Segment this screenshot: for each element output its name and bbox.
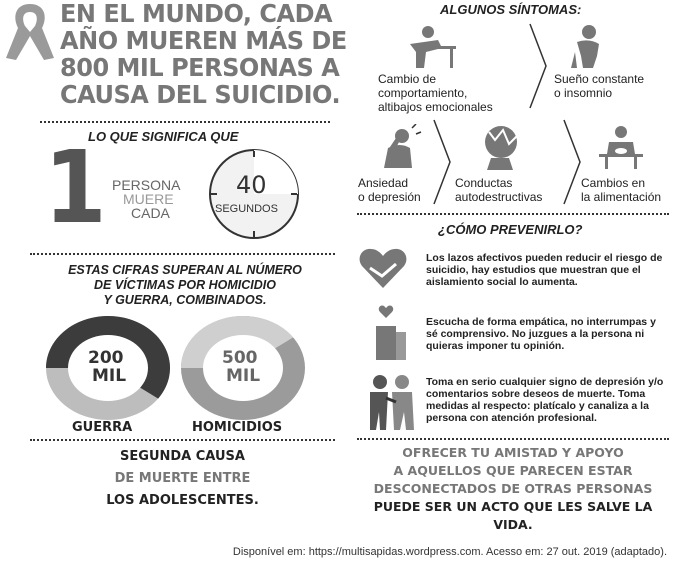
second-cause	[30, 446, 335, 512]
prevention-item-1: Los lazos afectivos pueden reducir el riesgo de suicidio, hay estudios que muestran que el aislamiento social lo aumenta.	[426, 252, 663, 288]
symptom-item-4	[455, 176, 542, 204]
second-cause-line1: SEGUNDA CAUSA	[120, 449, 245, 464]
divider	[40, 121, 330, 123]
symptom-item-2	[554, 72, 644, 100]
muere-label: MUERE	[123, 191, 174, 207]
symptom-text: Sueño constante	[554, 72, 645, 86]
headline	[60, 0, 360, 108]
closing-line3: DESCONECTADOS DE OTRAS PERSONAS	[373, 481, 653, 496]
headline-line4: CAUSA DEL SUICIDIO.	[60, 80, 341, 109]
symptom-text: la alimentación	[581, 190, 662, 204]
awareness-ribbon-icon	[2, 2, 58, 62]
chevron-right-icon	[432, 118, 452, 206]
symptom-item-1	[378, 72, 493, 114]
homicide-value-top: 500	[222, 348, 258, 368]
symptom-text: Conductas	[455, 176, 513, 190]
divider	[30, 253, 335, 255]
closing-line4: PUEDE SER UN ACTO QUE LES SALVE LA VIDA.	[373, 499, 653, 532]
homicide-label: HOMICIDIOS	[192, 420, 283, 435]
closing-message	[357, 444, 669, 534]
symptom-item-5	[581, 176, 661, 204]
headline-line3: 800 MIL PERSONAS A	[60, 53, 340, 82]
persona-label: PERSONA	[112, 177, 181, 193]
symptom-text: o insomnio	[554, 86, 613, 100]
symptom-item-3	[358, 176, 421, 204]
source-citation: Disponível em: https://multisapidas.wordpress.com. Acesso em: 27 out. 2019 (adaptado).	[232, 546, 667, 558]
comparison-title-line2: DE VÍCTIMAS POR HOMICIDIO	[94, 278, 276, 292]
prevention-title: ¿CÓMO PREVENIRLO?	[438, 222, 583, 237]
headline-line1: EN EL MUNDO, CADA	[60, 0, 333, 28]
comparison-title-line3: Y GUERRA, COMBINADOS.	[103, 293, 267, 307]
chevron-right-icon	[562, 118, 582, 206]
headline-line2: AÑO MUEREN MÁS DE	[60, 26, 347, 55]
hand-heart-icon	[372, 304, 412, 362]
big-number-one: 1	[44, 129, 107, 246]
symptom-text: comportamiento,	[378, 86, 468, 100]
meaning-title: LO QUE SIGNIFICA QUE	[88, 129, 239, 144]
prevention-item-3: Toma en serio cualquier signo de depresión y/o comentarios sobre deseos de muerte. Toma medidas al respecto: platícalo y canaliza a la persona con atención profesional.	[426, 376, 664, 424]
prevention-item-2: Escucha de forma empática, no interrumpas y sé comprensivo. No juzgues a la persona ni quieras imponer tu opinión.	[426, 316, 656, 352]
self-harm-icon	[473, 122, 529, 172]
chevron-right-icon	[528, 22, 548, 110]
war-value-top: 200	[88, 348, 124, 368]
eating-change-icon	[597, 124, 645, 170]
person-sleepless-icon	[567, 22, 611, 70]
second-cause-line2: DE MUERTE ENTRE	[114, 471, 251, 486]
war-label: GUERRA	[72, 420, 133, 435]
homicide-value-bottom: MIL	[226, 366, 261, 386]
comparison-title	[35, 263, 335, 308]
war-value-bottom: MIL	[92, 366, 127, 386]
two-people-support-icon	[360, 372, 422, 432]
comparison-title-line1: ESTAS CIFRAS SUPERAN AL NÚMERO	[68, 263, 302, 277]
person-head-down-icon	[398, 22, 458, 70]
heart-hands-icon	[358, 246, 408, 290]
symptom-text: Cambios en	[581, 176, 646, 190]
symptom-text: autodestructivas	[455, 190, 543, 204]
seconds-label: SEGUNDOS	[215, 203, 278, 215]
second-cause-line3: LOS ADOLESCENTES.	[106, 493, 259, 508]
divider	[357, 213, 669, 215]
symptom-text: altibajos emocionales	[378, 100, 493, 114]
symptom-text: Cambio de	[378, 72, 437, 86]
cada-label: CADA	[131, 205, 170, 221]
symptoms-title: ALGUNOS SÍNTOMAS:	[440, 2, 582, 17]
symptom-text: o depresión	[358, 190, 421, 204]
anxious-person-icon	[374, 124, 424, 170]
divider	[30, 439, 335, 441]
symptom-text: Ansiedad	[358, 176, 409, 190]
closing-line1: OFRECER TU AMISTAD Y APOYO	[402, 445, 624, 460]
seconds-value: 40	[236, 171, 267, 199]
closing-line2: A AQUELLOS QUE PARECEN ESTAR	[393, 463, 633, 478]
divider	[357, 438, 669, 440]
